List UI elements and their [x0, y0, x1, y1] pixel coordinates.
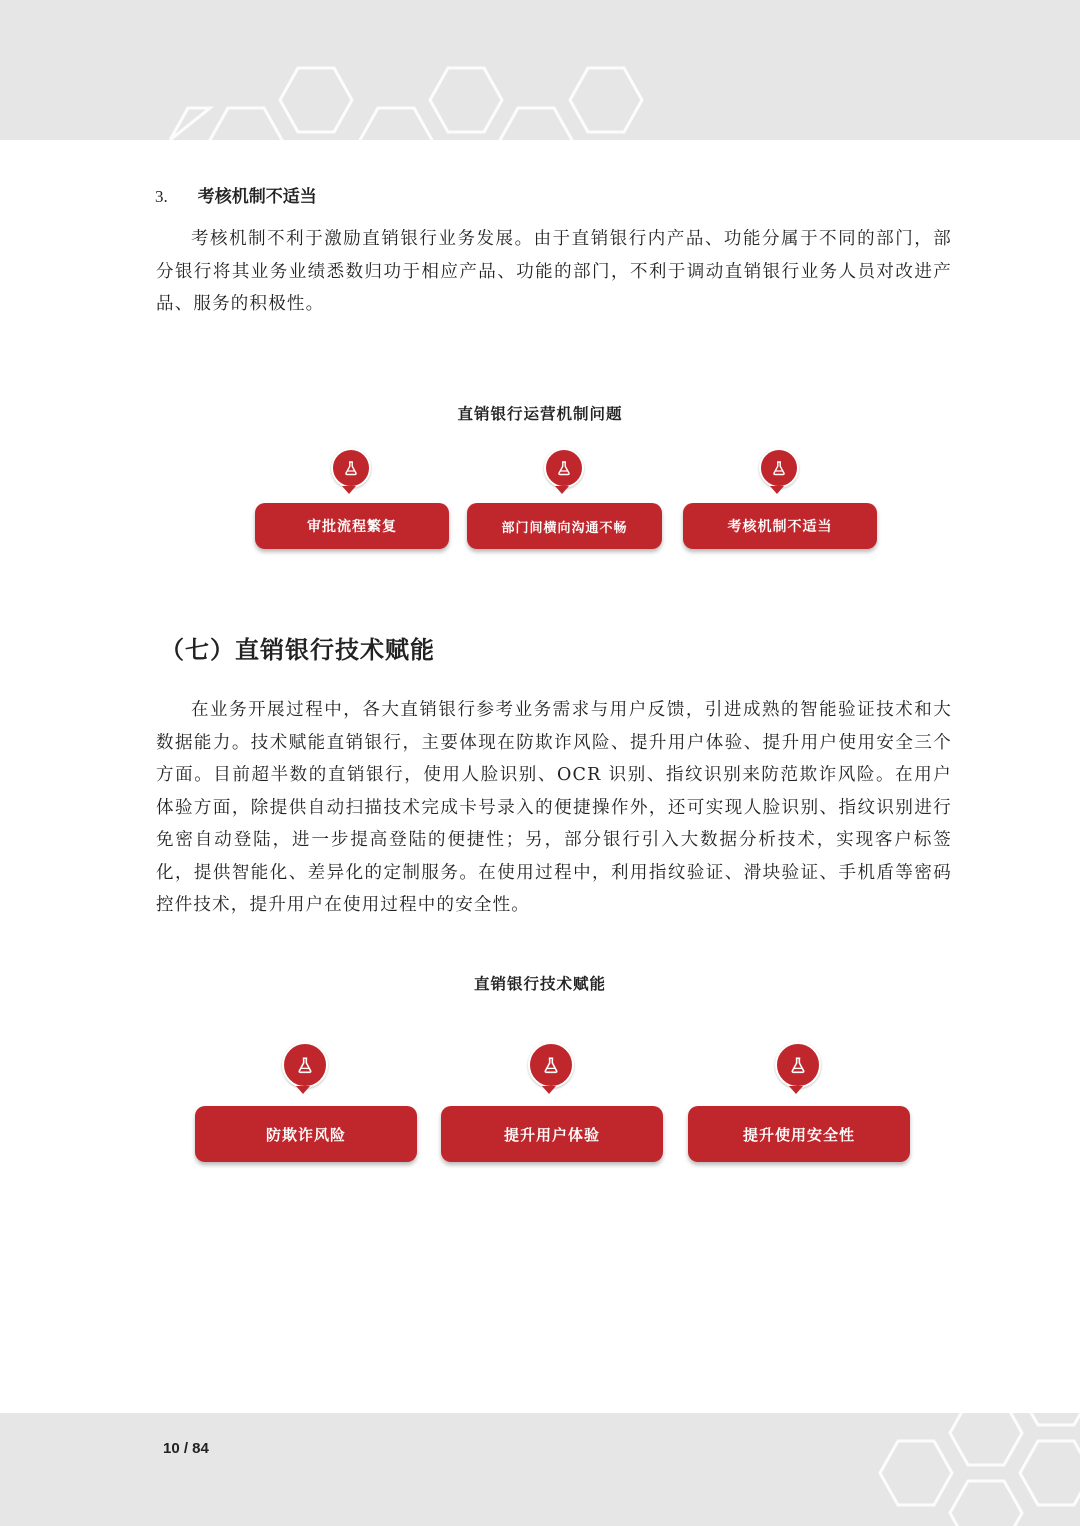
page-number: 10 / 84	[163, 1440, 209, 1457]
diagram-node	[441, 1042, 663, 1164]
footer-band	[0, 1413, 1080, 1526]
diagram-node	[255, 448, 449, 551]
subsection-heading	[155, 182, 317, 207]
diagram-node	[683, 448, 877, 551]
diagram-item-label: 考核机制不适当	[683, 503, 877, 549]
flask-icon	[775, 1042, 821, 1088]
flask-icon	[544, 448, 584, 488]
diagram-item-label: 提升用户体验	[441, 1106, 663, 1162]
diagram-node	[467, 448, 662, 551]
diagram-title: 直销银行技术赋能	[473, 974, 606, 993]
subsection-number: 3.	[155, 187, 168, 206]
flask-icon	[331, 448, 371, 488]
diagram-node	[688, 1042, 910, 1164]
section-paragraph: 在业务开展过程中，各大直销银行参考业务需求与用户反馈，引进成熟的智能验证技术和大数据能力。技术赋能直销银行，主要体现在防欺诈风险、提升用户体验、提升用户使用安全三个方面。目前超半数的直销银行，使用人脸识别、OCR 识别、指纹识别来防范欺诈风险。在用户体验方面，除提供自动扫描技术完成卡号录入的便捷操作外，还可实现人脸识别、指纹识别进行免密自动登陆，进一步提高登陆的便捷性；另，部分银行引入大数据分析技术，实现客户标签化，提供智能化、差异化的定制服务。在使用过程中，利用指纹验证、滑块验证、手机盾等密码控件技术，提升用户在使用过程中的安全性。	[156, 700, 952, 915]
diagram-title: 直销银行运营机制问题	[457, 404, 623, 423]
diagram-item-label: 部门间横向沟通不畅	[467, 503, 662, 549]
header-band	[0, 0, 1080, 140]
diagram-item-label: 提升使用安全性	[688, 1106, 910, 1162]
hexagon-pattern-decoration	[0, 1413, 1080, 1526]
subsection-paragraph: 考核机制不利于激励直销银行业务发展。由于直销银行内产品、功能分属于不同的部门，部分银行将其业务业绩悉数归功于相应产品、功能的部门，不利于调动直销银行业务人员对改进产品、服务的积极性。	[156, 229, 952, 314]
flask-icon	[528, 1042, 574, 1088]
flask-icon	[282, 1042, 328, 1088]
flask-icon	[759, 448, 799, 488]
subsection-title: 考核机制不适当	[197, 187, 317, 207]
diagram-item-label: 审批流程繁复	[255, 503, 449, 549]
diagram-item-label: 防欺诈风险	[195, 1106, 417, 1162]
diagram-node	[195, 1042, 417, 1164]
hexagon-pattern-decoration	[0, 0, 1080, 140]
section-heading: （七）直销银行技术赋能	[160, 635, 435, 664]
